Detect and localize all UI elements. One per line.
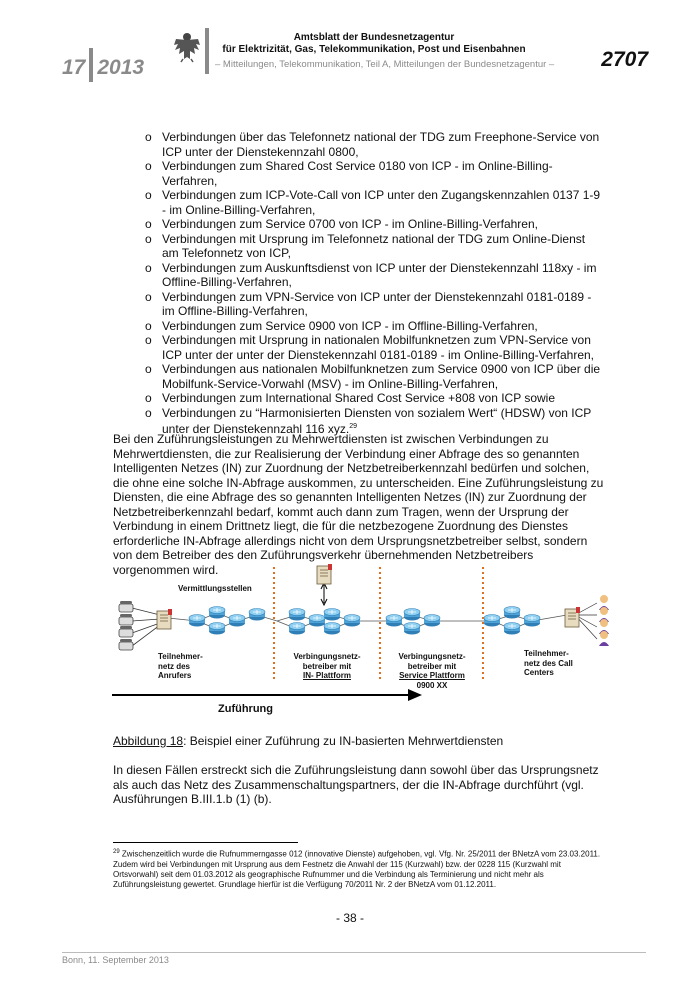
list-item: o Verbindungen zum VPN-Service von ICP unter der Dienstekennzahl 0181-0189 - im Offline-Billing-Verfahren, — [145, 289, 592, 318]
body-paragraph: Bei den Zuführungsleistungen zu Mehrwertdiensten ist zwischen Verbindungen zu Mehrwertdiensten, die zur Realisierung der Verbindung einer Abfrage des so genannten Intelligenten Netzes (IN) zur Zuordnung der Netzbetreiberkennzahl bedürfen und solchen, die ohne eine solche IN-Abfrage auskommen, zu unterscheiden. Eine Zuführungsleistung zu Diensten, die eine Abfrage des so genannten Intelligenten Netzes (IN) zur Zuordnung der Netzbetreiberkennzahl bedarf, kommt auch dann zum Tragen, wenn der Ursprung der Verbindung in einem Drittnetz liegt, die für die netzbezogene Zuordnung des Dienstes erforderliche IN-Abfrage allerdings nicht von dem Ursprungsnetzbetreiber selbst, sondern von dem Betreiber des den Zuführungsverkehr übernehmenden Netzbetreibers vorgenommen wird. — [113, 432, 604, 577]
list-item: o Verbindungen zum Service 0900 von ICP - im Offline-Billing-Verfahren, — [145, 318, 538, 333]
header-page-number: 2707 — [601, 48, 648, 71]
list-item: o Verbindungen zum Shared Cost Service 0180 von ICP - im Online-Billing-Verfahren, — [145, 159, 553, 188]
list-item: o Verbindungen über das Telefonnetz national der TDG zum Freephone-Service von ICP unter der Dienstekennzahl 0800, — [145, 130, 600, 159]
label-target-network: Teilnehmer- netz des Call Centers — [524, 649, 573, 677]
body-paragraph: In diesen Fällen erstreckt sich die Zuführungsleistung dann sowohl über das Ursprungsnetz als auch das Netz des Zusammenschaltungspartners, der die IN-Abfrage durchführt (vgl. Ausführungen B.III.1.b (1) (b). — [113, 763, 599, 806]
network-diagram — [112, 563, 622, 723]
federal-eagle-icon — [172, 31, 202, 63]
page-number: - 38 - — [335, 911, 364, 925]
list-item: o Verbindungen zum Service 0700 von ICP - im Online-Billing-Verfahren, — [145, 217, 538, 231]
list-item: o Verbindungen mit Ursprung in nationalen Mobilfunknetzen zum VPN-Service von ICP unter der unter der Dienstekennzahl 0181-0189 - im Online-Billing-Verfahren, — [145, 333, 595, 362]
list-item: o Verbindungen aus nationalen Mobilfunknetzen zum Service 0900 von ICP über die Mobilfunk-Service-Vorwahl (MSV) - im Online-Billing-Verfahren, — [145, 362, 601, 391]
header-divider — [205, 28, 209, 74]
issue-number: 17 2013 — [62, 48, 144, 82]
footnote-ref[interactable]: 29 — [349, 423, 358, 430]
footnote-divider — [113, 842, 298, 843]
label-switching-centers: Vermittlungsstellen — [178, 584, 252, 593]
footer-divider — [62, 952, 646, 953]
label-transit-in-platform: Verbingungsnetz- betreiber mit IN- Plattform — [293, 652, 361, 680]
figure-caption: Abbildung 18: Beispiel einer Zuführung zu IN-basierten Mehrwertdiensten — [113, 734, 504, 748]
label-transit-service-platform: Verbingungsnetz- betreiber mit Service Plattform 0900 XX — [398, 652, 466, 690]
label-feed-arrow: Zuführung — [218, 703, 273, 715]
list-item: o Verbindungen zum ICP-Vote-Call von ICP unter den Zugangskennzahlen 0137 1-9 - im Online-Billing-Verfahren, — [145, 188, 601, 217]
footer-date: Bonn, 11. September 2013 — [62, 955, 169, 965]
connection-list — [145, 130, 605, 437]
list-item: o Verbindungen zum International Shared Cost Service +808 von ICP sowie — [145, 391, 556, 405]
list-item: o Verbindungen mit Ursprung im Telefonnetz national der TDG zum Online-Dienst am Telefonnetz von ICP, — [145, 231, 586, 260]
list-item: o Verbindungen zum Auskunftsdienst von ICP unter der Dienstekennzahl 118xy - im Offline-Billing-Verfahren, — [145, 260, 597, 289]
list-item: o Verbindungen zu “Harmonisierten Diensten von sozialem Wert“ (HDSW) von ICP unter der Dienstekennzahl 116 xyz.$^{29}$ — [145, 405, 592, 436]
publication-subtitle: – Mitteilungen, Telekommunikation, Teil A, Mitteilungen der Bundesnetzagentur – — [215, 59, 555, 70]
publication-title: Amtsblatt der Bundesnetzagentur für Elektrizität, Gas, Telekommunikation, Post und Eisenbahnen — [222, 32, 526, 55]
footnote: $^{29}$ Zwischenzeitlich wurde die Rufnummerngasse 012 (innovative Dienste) aufgehoben, vgl. Vfg. Nr. 25/2011 der BNetzA vom 23.03.2011. Zudem wird bei Verbindungen mit Ursprung aus dem Festnetz die Anwahl der 115 (Kurzwahl) bzw. der 0228 115 (Kurzwahl mit Ortsvorwahl) seit dem 01.03.2012 als geographische Rufnummer und die Verbindung als Terminierung und nicht mehr als Zuführungsleistung gewertet. Grundlage hierfür ist die Verfügung 70/2011 Nr. 2 der BNetzA vom 01.12.2011. — [113, 849, 601, 889]
label-origin-network: Teilnehmer- netz des Anrufers — [158, 652, 203, 680]
